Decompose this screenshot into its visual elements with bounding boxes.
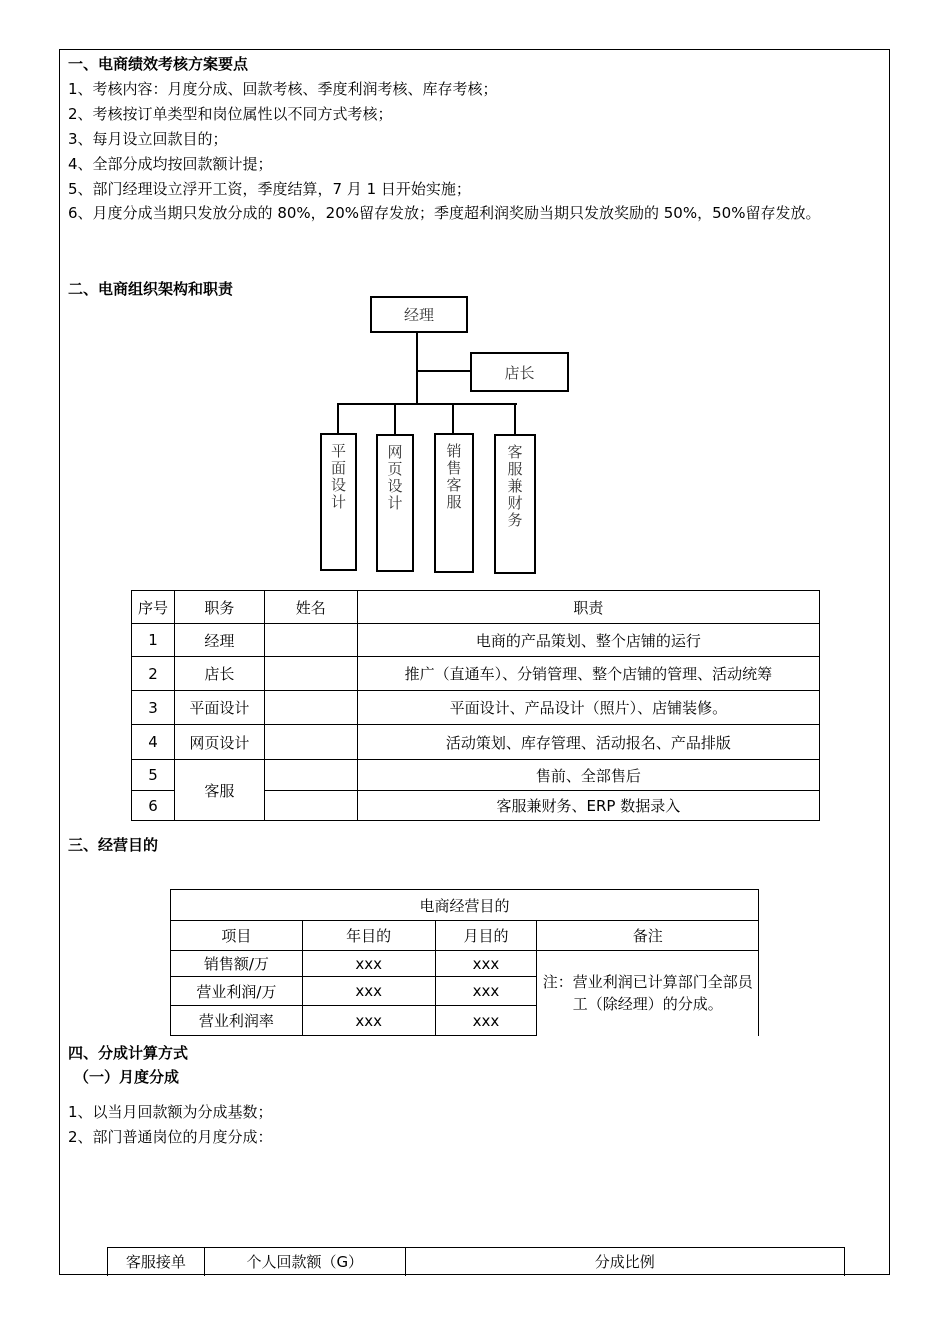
sec1-item-2: 2、考核按订单类型和岗位属性以不同方式考核； — [68, 105, 393, 123]
table-row — [132, 760, 820, 791]
section-4-title: 四、分成计算方式 — [68, 1044, 189, 1062]
duty-desc: 售前、全部售后 — [357, 760, 819, 791]
duty-name — [264, 760, 357, 791]
target-item: 营业利润率 — [171, 1006, 303, 1036]
duty-name — [264, 691, 357, 725]
duty-title: 平面设计 — [174, 691, 264, 725]
target-header-item: 项目 — [171, 921, 303, 951]
section-2-title: 二、电商组织架构和职责 — [68, 280, 234, 298]
table-row — [132, 657, 820, 691]
org-line-trunk — [416, 333, 418, 404]
target-month: xxx — [435, 951, 537, 977]
duty-desc: 客服兼财务、ERP 数据录入 — [357, 791, 819, 821]
commission-header-order: 客服接单 — [108, 1248, 205, 1276]
org-role-service-finance: 客服兼财务 — [494, 434, 536, 574]
org-manager-box: 经理 — [370, 296, 468, 333]
duty-desc: 平面设计、产品设计（照片）、店铺装修。 — [357, 691, 819, 725]
table-row — [132, 691, 820, 725]
target-year: xxx — [302, 951, 435, 977]
duty-title: 网页设计 — [174, 725, 264, 760]
duty-no: 6 — [132, 791, 175, 821]
target-item: 销售额/万 — [171, 951, 303, 977]
duty-title: 经理 — [174, 624, 264, 657]
duty-name — [264, 624, 357, 657]
duty-title: 店长 — [174, 657, 264, 691]
duty-no: 2 — [132, 657, 175, 691]
org-role-graphic-design: 平面设计 — [320, 433, 357, 571]
duty-no: 5 — [132, 760, 175, 791]
duty-no: 1 — [132, 624, 175, 657]
sec1-item-5: 5、部门经理设立浮开工资，季度结算，7 月 1 日开始实施； — [68, 180, 471, 198]
org-line-horizontal — [337, 403, 517, 405]
target-month: xxx — [435, 1006, 537, 1036]
target-header-month: 月目的 — [435, 921, 537, 951]
duty-desc: 电商的产品策划、整个店铺的运行 — [357, 624, 819, 657]
duty-header-no: 序号 — [132, 591, 175, 624]
duty-no: 3 — [132, 691, 175, 725]
commission-table — [107, 1247, 845, 1276]
org-line-drop-2 — [394, 403, 396, 435]
sec1-item-4: 4、全部分成均按回款额计提； — [68, 155, 273, 173]
duty-header-title: 职务 — [174, 591, 264, 624]
duty-desc: 推广（直通车）、分销管理、整个店铺的管理、活动统筹 — [357, 657, 819, 691]
sec1-item-6: 6、月度分成当期只发放分成的 80%，20%留存发放；季度超利润奖励当期只发放奖励的 50%，50%留存发放。 — [68, 204, 821, 222]
target-year: xxx — [302, 977, 435, 1006]
org-line-branch-store — [416, 370, 472, 372]
org-role-web-design: 网页设计 — [376, 434, 414, 572]
commission-header-amount: 个人回款额（G） — [204, 1248, 405, 1276]
duty-title: 客服 — [174, 760, 264, 821]
sec4-item-2: 2、部门普通岗位的月度分成： — [68, 1128, 273, 1146]
commission-header-ratio: 分成比例 — [405, 1248, 844, 1276]
org-line-drop-3 — [452, 403, 454, 435]
duty-table-header — [132, 591, 820, 624]
org-line-drop-4 — [514, 403, 516, 435]
sec4-item-1: 1、以当月回款额为分成基数； — [68, 1103, 273, 1121]
target-table-header — [171, 921, 759, 951]
commission-table-header — [108, 1248, 845, 1276]
sec1-item-1: 1、考核内容：月度分成、回款考核、季度利润考核、库存考核； — [68, 80, 498, 98]
target-header-note: 备注 — [537, 921, 759, 951]
target-month: xxx — [435, 977, 537, 1006]
section-3-title: 三、经营目的 — [68, 836, 159, 854]
org-role-sales-service: 销售客服 — [434, 433, 474, 573]
duty-header-duty: 职责 — [357, 591, 819, 624]
table-row — [132, 725, 820, 760]
duty-name — [264, 725, 357, 760]
duty-header-name: 姓名 — [264, 591, 357, 624]
target-year: xxx — [302, 1006, 435, 1036]
table-row — [171, 951, 759, 977]
target-header-year: 年目的 — [302, 921, 435, 951]
duty-name — [264, 791, 357, 821]
duty-table — [131, 590, 820, 821]
section-1-title: 一、电商绩效考核方案要点 — [68, 55, 249, 73]
org-store-manager-box: 店长 — [470, 352, 569, 392]
target-note: 注：营业利润已计算部门全部员工（除经理）的分成。 — [537, 951, 759, 1036]
target-table — [170, 889, 759, 1036]
target-item: 营业利润/万 — [171, 977, 303, 1006]
target-table-caption: 电商经营目的 — [171, 890, 759, 921]
table-row — [132, 624, 820, 657]
duty-no: 4 — [132, 725, 175, 760]
section-4-subtitle: （一）月度分成 — [74, 1068, 180, 1086]
sec1-item-3: 3、每月设立回款目的； — [68, 130, 228, 148]
org-line-drop-1 — [337, 403, 339, 435]
duty-name — [264, 657, 357, 691]
duty-desc: 活动策划、库存管理、活动报名、产品排版 — [357, 725, 819, 760]
